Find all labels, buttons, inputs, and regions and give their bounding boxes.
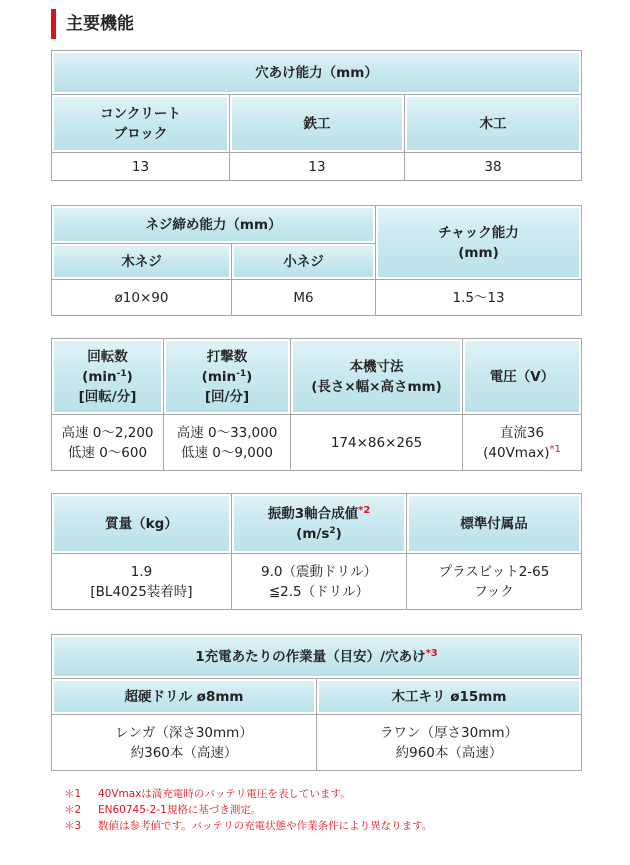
- accessories-value: [407, 554, 582, 610]
- vibration-value: [232, 554, 407, 610]
- screw-chuck-table: [51, 205, 582, 316]
- wood-screw-value: ø10×90: [52, 280, 232, 316]
- drilling-capacity-table: [51, 50, 582, 181]
- rpm-header-line2: $(\min^{-1})$: [82, 368, 133, 385]
- auger-line2: 約960本（高速）: [395, 744, 503, 761]
- work-note-mark: *3: [425, 647, 438, 659]
- mass-header: 質量（kg）: [52, 494, 232, 554]
- vibration-header: [232, 494, 407, 554]
- rpm-header-line3: [回転/分]: [78, 388, 137, 405]
- rpm-header-line1: 回転数: [87, 348, 128, 365]
- vibration-note-mark: *2: [358, 504, 371, 516]
- work-amount-table: [51, 634, 582, 771]
- drilling-capacity-header: 穴あけ能力（mm）: [52, 51, 582, 95]
- steel-header: 鉄工: [230, 95, 405, 153]
- carbide-line2: 約360本（高速）: [130, 744, 238, 761]
- wood-value: 38: [405, 153, 582, 181]
- ipm-low: 低速 0～9,000: [180, 444, 274, 461]
- carbide-drill-value: [52, 715, 317, 771]
- voltage-header: 電圧（V）: [463, 339, 582, 415]
- work-amount-header: 1充電あたりの作業量（目安）/穴あけ$^{*3}$: [52, 635, 582, 679]
- accessories-header: 標準付属品: [407, 494, 582, 554]
- ipm-header-line1: 打撃数: [206, 348, 248, 365]
- ipm-header: [164, 339, 291, 415]
- speed-dimension-table: [51, 338, 582, 471]
- section-title: 主要機能: [51, 9, 134, 39]
- vibration-header-line2: $(m/s^2)$: [296, 525, 342, 542]
- accessory-line2: フック: [474, 583, 514, 600]
- ipm-header-line3: [回/分]: [204, 388, 250, 405]
- rpm-value: [52, 415, 164, 471]
- concrete-block-header: [52, 95, 230, 153]
- footnote-2: ＊2 EN60745-2-1規格に基づき測定。: [64, 804, 262, 816]
- mass-line2: [BL4025装着時]: [90, 583, 193, 600]
- dimension-header: [291, 339, 463, 415]
- voltage-line2: $(40Vmax)^{*1}$: [483, 443, 561, 461]
- steel-value: 13: [230, 153, 405, 181]
- mass-value: [52, 554, 232, 610]
- voltage-value: [463, 415, 582, 471]
- carbide-line1: レンガ（深さ30mm）: [115, 724, 253, 741]
- footnote-3: ＊3 数値は参考値です。バッテリの充電状態や作業条件により異なります。: [64, 820, 433, 832]
- concrete-value: 13: [52, 153, 230, 181]
- machine-screw-value: M6: [232, 280, 376, 316]
- ipm-high: 高速 0～33,000: [176, 424, 278, 441]
- rpm-low: 低速 0～600: [67, 444, 148, 461]
- accessory-line1: プラスビット2-65: [438, 563, 550, 580]
- chuck-header-line1: チャック能力: [438, 224, 519, 241]
- mass-line1: 1.9: [130, 563, 153, 580]
- wood-auger-value: [317, 715, 582, 771]
- mass-vibration-table: [51, 493, 582, 610]
- vibration-line2: ≦2.5（ドリル）: [268, 583, 370, 600]
- dimension-value: 174×86×265: [291, 415, 463, 471]
- voltage-note-mark: *1: [549, 443, 561, 455]
- chuck-value: 1.5～13: [376, 280, 582, 316]
- vibration-line1: 9.0（震動ドリル）: [261, 563, 377, 580]
- rpm-high: 高速 0～2,200: [61, 424, 154, 441]
- screw-capacity-header: ネジ締め能力（mm）: [52, 206, 376, 244]
- wood-header: 木工: [405, 95, 582, 153]
- footnotes: [64, 786, 432, 834]
- ipm-value: [164, 415, 291, 471]
- dimension-header-line2: (長さ×幅×高さmm): [311, 378, 442, 395]
- dimension-header-line1: 本機寸法: [349, 358, 404, 375]
- concrete-line1: コンクリート: [100, 105, 181, 122]
- wood-screw-header: 木ネジ: [52, 244, 232, 280]
- ipm-header-line2: $(\min^{-1})$: [201, 368, 253, 385]
- concrete-line2: ブロック: [113, 125, 168, 142]
- wood-auger-header: 木工キリ ø15mm: [317, 679, 582, 715]
- vibration-header-line1: 振動3軸合成値$^{*2}$: [267, 504, 371, 522]
- auger-line1: ラワン（厚さ30mm）: [380, 724, 518, 741]
- machine-screw-header: 小ネジ: [232, 244, 376, 280]
- chuck-header-line2: (mm): [458, 244, 499, 261]
- footnote-1: ＊1 40Vmaxは満充電時のバッテリ電圧を表しています。: [64, 788, 351, 800]
- rpm-header: [52, 339, 164, 415]
- carbide-drill-header: 超硬ドリル ø8mm: [52, 679, 317, 715]
- chuck-capacity-header: [376, 206, 582, 280]
- voltage-line1: 直流36: [499, 424, 545, 441]
